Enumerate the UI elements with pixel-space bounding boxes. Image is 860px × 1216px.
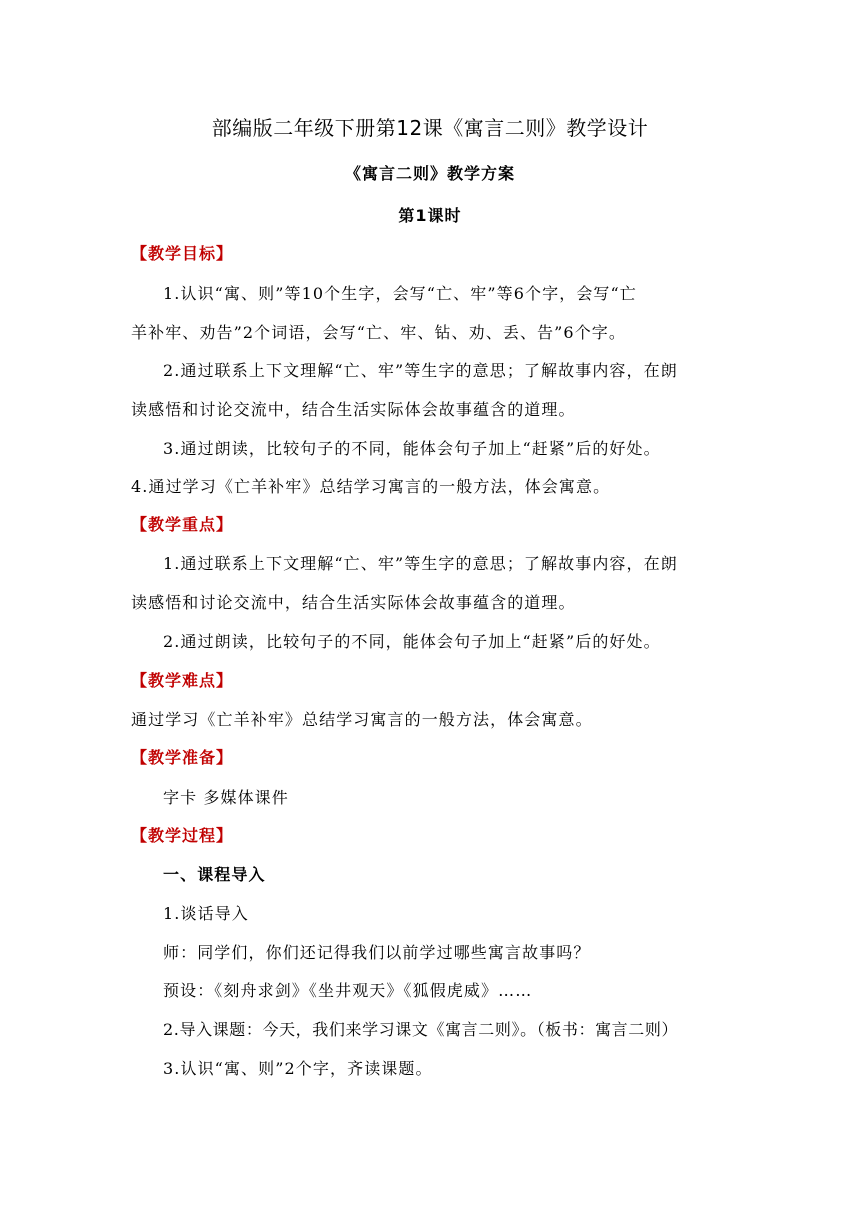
document-title: 部编版二年级下册第12课《寓言二则》教学设计 <box>211 116 649 140</box>
goals-line: 2.通过联系上下文理解“亡、牢”等生字的意思；了解故事内容，在朗 <box>163 361 678 380</box>
section-heading: 一、课程导入 <box>163 865 266 884</box>
goals-heading: 【教学目标】 <box>131 244 234 263</box>
key-points-line: 读感悟和讨论交流中，结合生活实际体会故事蕴含的道理。 <box>131 593 576 612</box>
goals-line: 4.通过学习《亡羊补牢》总结学习寓言的一般方法，体会寓意。 <box>131 477 611 496</box>
difficulty-heading: 【教学难点】 <box>131 671 234 690</box>
key-points-line: 1.通过联系上下文理解“亡、牢”等生字的意思；了解故事内容，在朗 <box>163 554 678 573</box>
process-line: 3.认识“寓、则”2个字，齐读课题。 <box>163 1059 433 1078</box>
lesson-label: 第1课时 <box>398 206 462 225</box>
difficulty-line: 通过学习《亡羊补牢》总结学习寓言的一般方法，体会寓意。 <box>131 710 593 729</box>
plan-title: 《寓言二则》教学方案 <box>344 164 515 183</box>
goals-line: 3.通过朗读，比较句子的不同，能体会句子加上“赶紧”后的好处。 <box>163 439 661 458</box>
preparation-heading: 【教学准备】 <box>131 748 234 767</box>
process-line: 预设：《刻舟求剑》《坐井观天》《狐假虎威》…… <box>163 981 533 1000</box>
preparation-line: 字卡 多媒体课件 <box>163 788 289 807</box>
process-line: 2.导入课题：今天，我们来学习课文《寓言二则》。（板书：寓言二则） <box>163 1020 679 1039</box>
process-line: 1.谈话导入 <box>163 904 249 923</box>
goals-line: 羊补牢、劝告”2个词语，会写“亡、牢、钻、劝、丢、告”6个字。 <box>131 323 626 342</box>
key-points-heading: 【教学重点】 <box>131 515 234 534</box>
goals-line: 1.认识“寓、则”等10个生字，会写“亡、牢”等6个字，会写“亡 <box>163 284 637 303</box>
key-points-line: 2.通过朗读，比较句子的不同，能体会句子加上“赶紧”后的好处。 <box>163 632 661 651</box>
goals-line: 读感悟和讨论交流中，结合生活实际体会故事蕴含的道理。 <box>131 400 576 419</box>
process-heading: 【教学过程】 <box>131 826 234 845</box>
process-line: 师：同学们，你们还记得我们以前学过哪些寓言故事吗？ <box>163 943 591 962</box>
